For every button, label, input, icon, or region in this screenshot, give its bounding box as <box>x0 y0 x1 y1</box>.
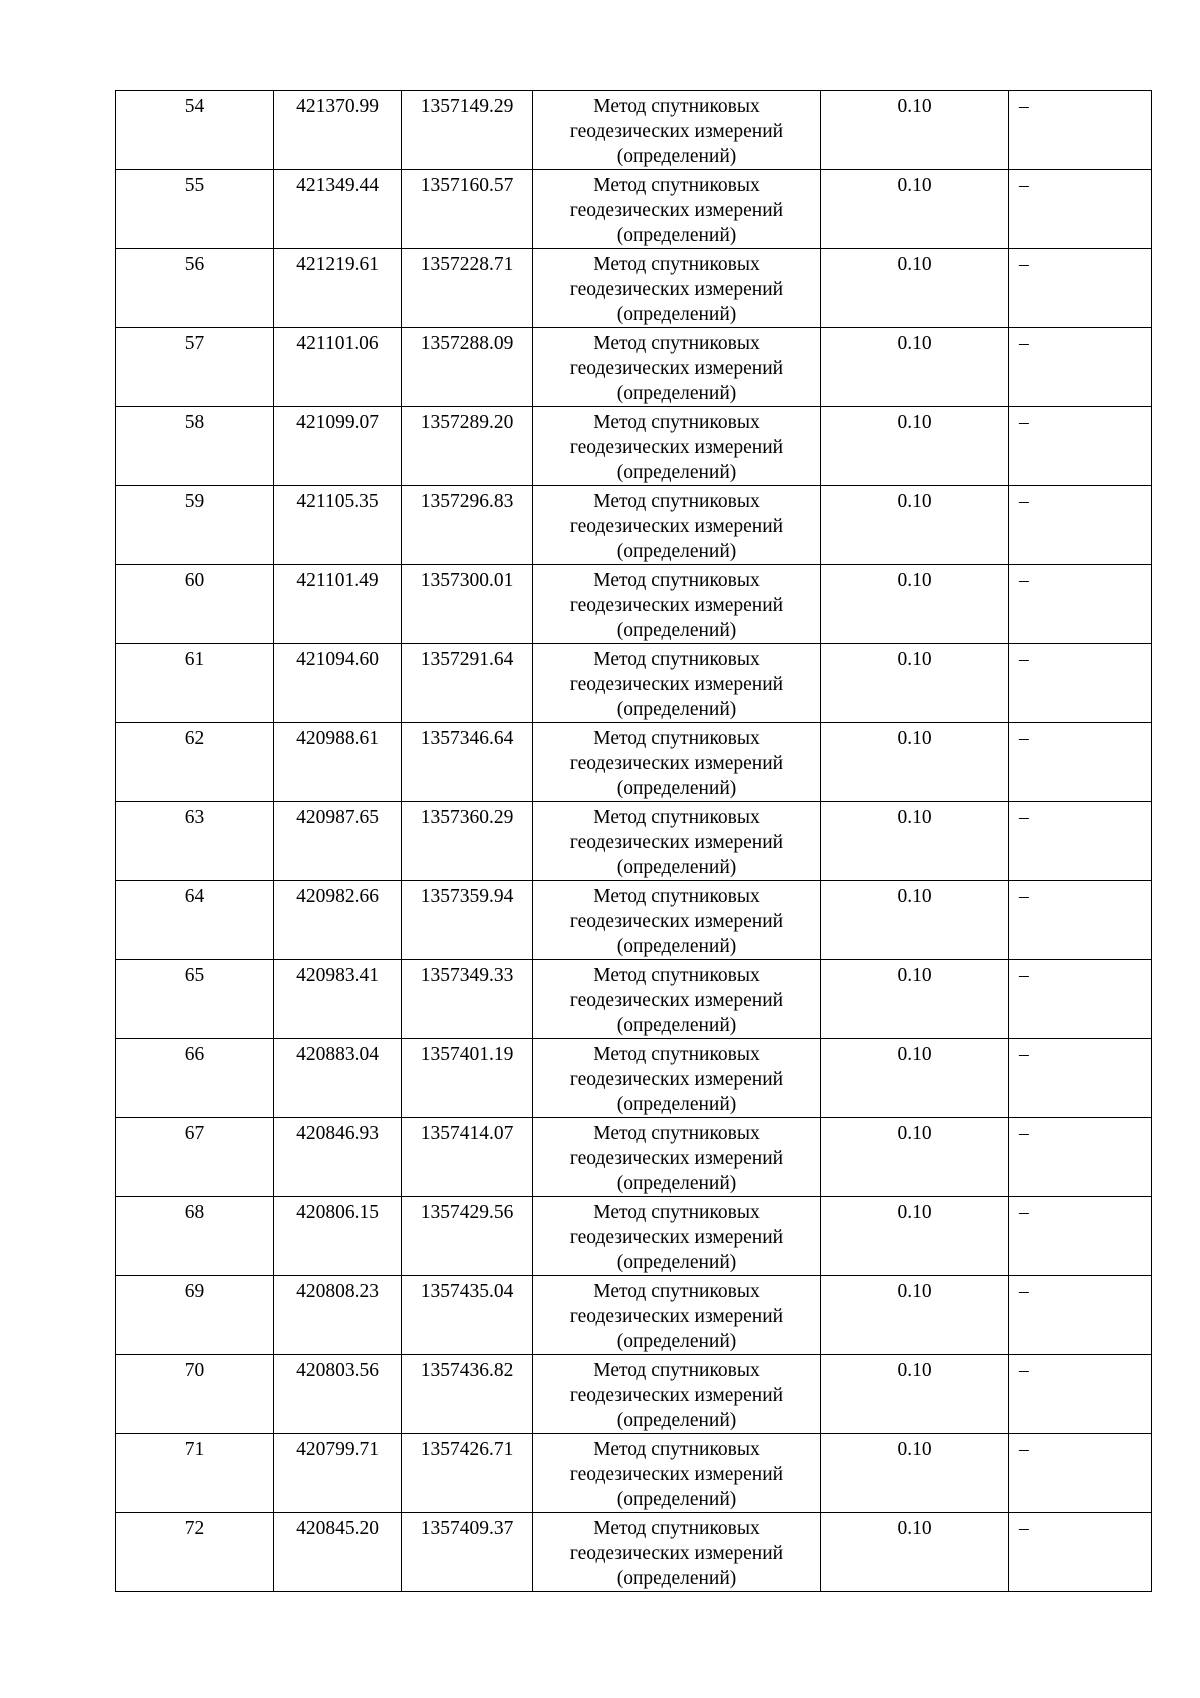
point-number-cell: 60 <box>116 565 274 644</box>
note-cell: – <box>1009 1276 1152 1355</box>
table-row <box>116 486 1152 565</box>
method-cell: Метод спутниковых геодезических измерений (определений) <box>533 1118 821 1197</box>
note-cell: – <box>1009 565 1152 644</box>
accuracy-cell: 0.10 <box>821 1197 1009 1276</box>
method-cell: Метод спутниковых геодезических измерений (определений) <box>533 802 821 881</box>
method-cell: Метод спутниковых геодезических измерений (определений) <box>533 1513 821 1592</box>
point-number-cell: 57 <box>116 328 274 407</box>
note-cell: – <box>1009 170 1152 249</box>
table-row <box>116 1118 1152 1197</box>
accuracy-cell: 0.10 <box>821 407 1009 486</box>
method-cell: Метод спутниковых геодезических измерений (определений) <box>533 644 821 723</box>
table-row <box>116 802 1152 881</box>
y-coordinate-cell: 1357401.19 <box>402 1039 533 1118</box>
point-number-cell: 72 <box>116 1513 274 1592</box>
y-coordinate-cell: 1357429.56 <box>402 1197 533 1276</box>
table-row <box>116 1355 1152 1434</box>
note-cell: – <box>1009 328 1152 407</box>
accuracy-cell: 0.10 <box>821 723 1009 802</box>
method-cell: Метод спутниковых геодезических измерений (определений) <box>533 407 821 486</box>
accuracy-cell: 0.10 <box>821 170 1009 249</box>
method-cell: Метод спутниковых геодезических измерений (определений) <box>533 1434 821 1513</box>
table-row <box>116 1039 1152 1118</box>
table-row <box>116 1513 1152 1592</box>
accuracy-cell: 0.10 <box>821 881 1009 960</box>
method-cell: Метод спутниковых геодезических измерений (определений) <box>533 1276 821 1355</box>
coordinates-table <box>115 90 1152 1592</box>
y-coordinate-cell: 1357409.37 <box>402 1513 533 1592</box>
table-row <box>116 723 1152 802</box>
y-coordinate-cell: 1357349.33 <box>402 960 533 1039</box>
accuracy-cell: 0.10 <box>821 486 1009 565</box>
coordinates-table-body <box>116 91 1152 1592</box>
x-coordinate-cell: 421349.44 <box>274 170 402 249</box>
table-row <box>116 1434 1152 1513</box>
method-cell: Метод спутниковых геодезических измерений (определений) <box>533 170 821 249</box>
method-cell: Метод спутниковых геодезических измерений (определений) <box>533 249 821 328</box>
x-coordinate-cell: 420983.41 <box>274 960 402 1039</box>
accuracy-cell: 0.10 <box>821 91 1009 170</box>
x-coordinate-cell: 421370.99 <box>274 91 402 170</box>
y-coordinate-cell: 1357149.29 <box>402 91 533 170</box>
x-coordinate-cell: 420806.15 <box>274 1197 402 1276</box>
accuracy-cell: 0.10 <box>821 249 1009 328</box>
note-cell: – <box>1009 960 1152 1039</box>
accuracy-cell: 0.10 <box>821 1118 1009 1197</box>
table-row <box>116 1276 1152 1355</box>
table-row <box>116 91 1152 170</box>
point-number-cell: 63 <box>116 802 274 881</box>
table-row <box>116 249 1152 328</box>
accuracy-cell: 0.10 <box>821 1434 1009 1513</box>
table-row <box>116 565 1152 644</box>
x-coordinate-cell: 420803.56 <box>274 1355 402 1434</box>
y-coordinate-cell: 1357414.07 <box>402 1118 533 1197</box>
point-number-cell: 64 <box>116 881 274 960</box>
accuracy-cell: 0.10 <box>821 1513 1009 1592</box>
note-cell: – <box>1009 1039 1152 1118</box>
x-coordinate-cell: 421105.35 <box>274 486 402 565</box>
method-cell: Метод спутниковых геодезических измерений (определений) <box>533 565 821 644</box>
method-cell: Метод спутниковых геодезических измерений (определений) <box>533 960 821 1039</box>
point-number-cell: 70 <box>116 1355 274 1434</box>
method-cell: Метод спутниковых геодезических измерений (определений) <box>533 91 821 170</box>
accuracy-cell: 0.10 <box>821 565 1009 644</box>
method-cell: Метод спутниковых геодезических измерений (определений) <box>533 723 821 802</box>
method-cell: Метод спутниковых геодезических измерений (определений) <box>533 486 821 565</box>
method-cell: Метод спутниковых геодезических измерений (определений) <box>533 328 821 407</box>
x-coordinate-cell: 421094.60 <box>274 644 402 723</box>
accuracy-cell: 0.10 <box>821 328 1009 407</box>
y-coordinate-cell: 1357436.82 <box>402 1355 533 1434</box>
table-row <box>116 1197 1152 1276</box>
point-number-cell: 71 <box>116 1434 274 1513</box>
point-number-cell: 66 <box>116 1039 274 1118</box>
x-coordinate-cell: 421219.61 <box>274 249 402 328</box>
x-coordinate-cell: 420883.04 <box>274 1039 402 1118</box>
accuracy-cell: 0.10 <box>821 802 1009 881</box>
accuracy-cell: 0.10 <box>821 960 1009 1039</box>
y-coordinate-cell: 1357360.29 <box>402 802 533 881</box>
y-coordinate-cell: 1357296.83 <box>402 486 533 565</box>
point-number-cell: 55 <box>116 170 274 249</box>
method-cell: Метод спутниковых геодезических измерений (определений) <box>533 1355 821 1434</box>
table-row <box>116 644 1152 723</box>
x-coordinate-cell: 420988.61 <box>274 723 402 802</box>
x-coordinate-cell: 421099.07 <box>274 407 402 486</box>
point-number-cell: 62 <box>116 723 274 802</box>
x-coordinate-cell: 420808.23 <box>274 1276 402 1355</box>
note-cell: – <box>1009 1118 1152 1197</box>
accuracy-cell: 0.10 <box>821 644 1009 723</box>
x-coordinate-cell: 420982.66 <box>274 881 402 960</box>
accuracy-cell: 0.10 <box>821 1355 1009 1434</box>
table-row <box>116 960 1152 1039</box>
table-row <box>116 407 1152 486</box>
y-coordinate-cell: 1357288.09 <box>402 328 533 407</box>
note-cell: – <box>1009 1434 1152 1513</box>
y-coordinate-cell: 1357289.20 <box>402 407 533 486</box>
x-coordinate-cell: 421101.06 <box>274 328 402 407</box>
note-cell: – <box>1009 1197 1152 1276</box>
note-cell: – <box>1009 91 1152 170</box>
accuracy-cell: 0.10 <box>821 1039 1009 1118</box>
note-cell: – <box>1009 644 1152 723</box>
x-coordinate-cell: 421101.49 <box>274 565 402 644</box>
point-number-cell: 58 <box>116 407 274 486</box>
point-number-cell: 68 <box>116 1197 274 1276</box>
x-coordinate-cell: 420987.65 <box>274 802 402 881</box>
point-number-cell: 54 <box>116 91 274 170</box>
note-cell: – <box>1009 723 1152 802</box>
note-cell: – <box>1009 407 1152 486</box>
y-coordinate-cell: 1357228.71 <box>402 249 533 328</box>
x-coordinate-cell: 420845.20 <box>274 1513 402 1592</box>
method-cell: Метод спутниковых геодезических измерений (определений) <box>533 881 821 960</box>
y-coordinate-cell: 1357160.57 <box>402 170 533 249</box>
point-number-cell: 65 <box>116 960 274 1039</box>
y-coordinate-cell: 1357300.01 <box>402 565 533 644</box>
y-coordinate-cell: 1357426.71 <box>402 1434 533 1513</box>
point-number-cell: 61 <box>116 644 274 723</box>
note-cell: – <box>1009 486 1152 565</box>
table-row <box>116 170 1152 249</box>
y-coordinate-cell: 1357435.04 <box>402 1276 533 1355</box>
y-coordinate-cell: 1357291.64 <box>402 644 533 723</box>
point-number-cell: 59 <box>116 486 274 565</box>
x-coordinate-cell: 420799.71 <box>274 1434 402 1513</box>
method-cell: Метод спутниковых геодезических измерений (определений) <box>533 1039 821 1118</box>
point-number-cell: 67 <box>116 1118 274 1197</box>
method-cell: Метод спутниковых геодезических измерений (определений) <box>533 1197 821 1276</box>
x-coordinate-cell: 420846.93 <box>274 1118 402 1197</box>
y-coordinate-cell: 1357359.94 <box>402 881 533 960</box>
note-cell: – <box>1009 249 1152 328</box>
accuracy-cell: 0.10 <box>821 1276 1009 1355</box>
point-number-cell: 69 <box>116 1276 274 1355</box>
note-cell: – <box>1009 1513 1152 1592</box>
table-row <box>116 328 1152 407</box>
note-cell: – <box>1009 881 1152 960</box>
note-cell: – <box>1009 802 1152 881</box>
note-cell: – <box>1009 1355 1152 1434</box>
point-number-cell: 56 <box>116 249 274 328</box>
y-coordinate-cell: 1357346.64 <box>402 723 533 802</box>
table-row <box>116 881 1152 960</box>
